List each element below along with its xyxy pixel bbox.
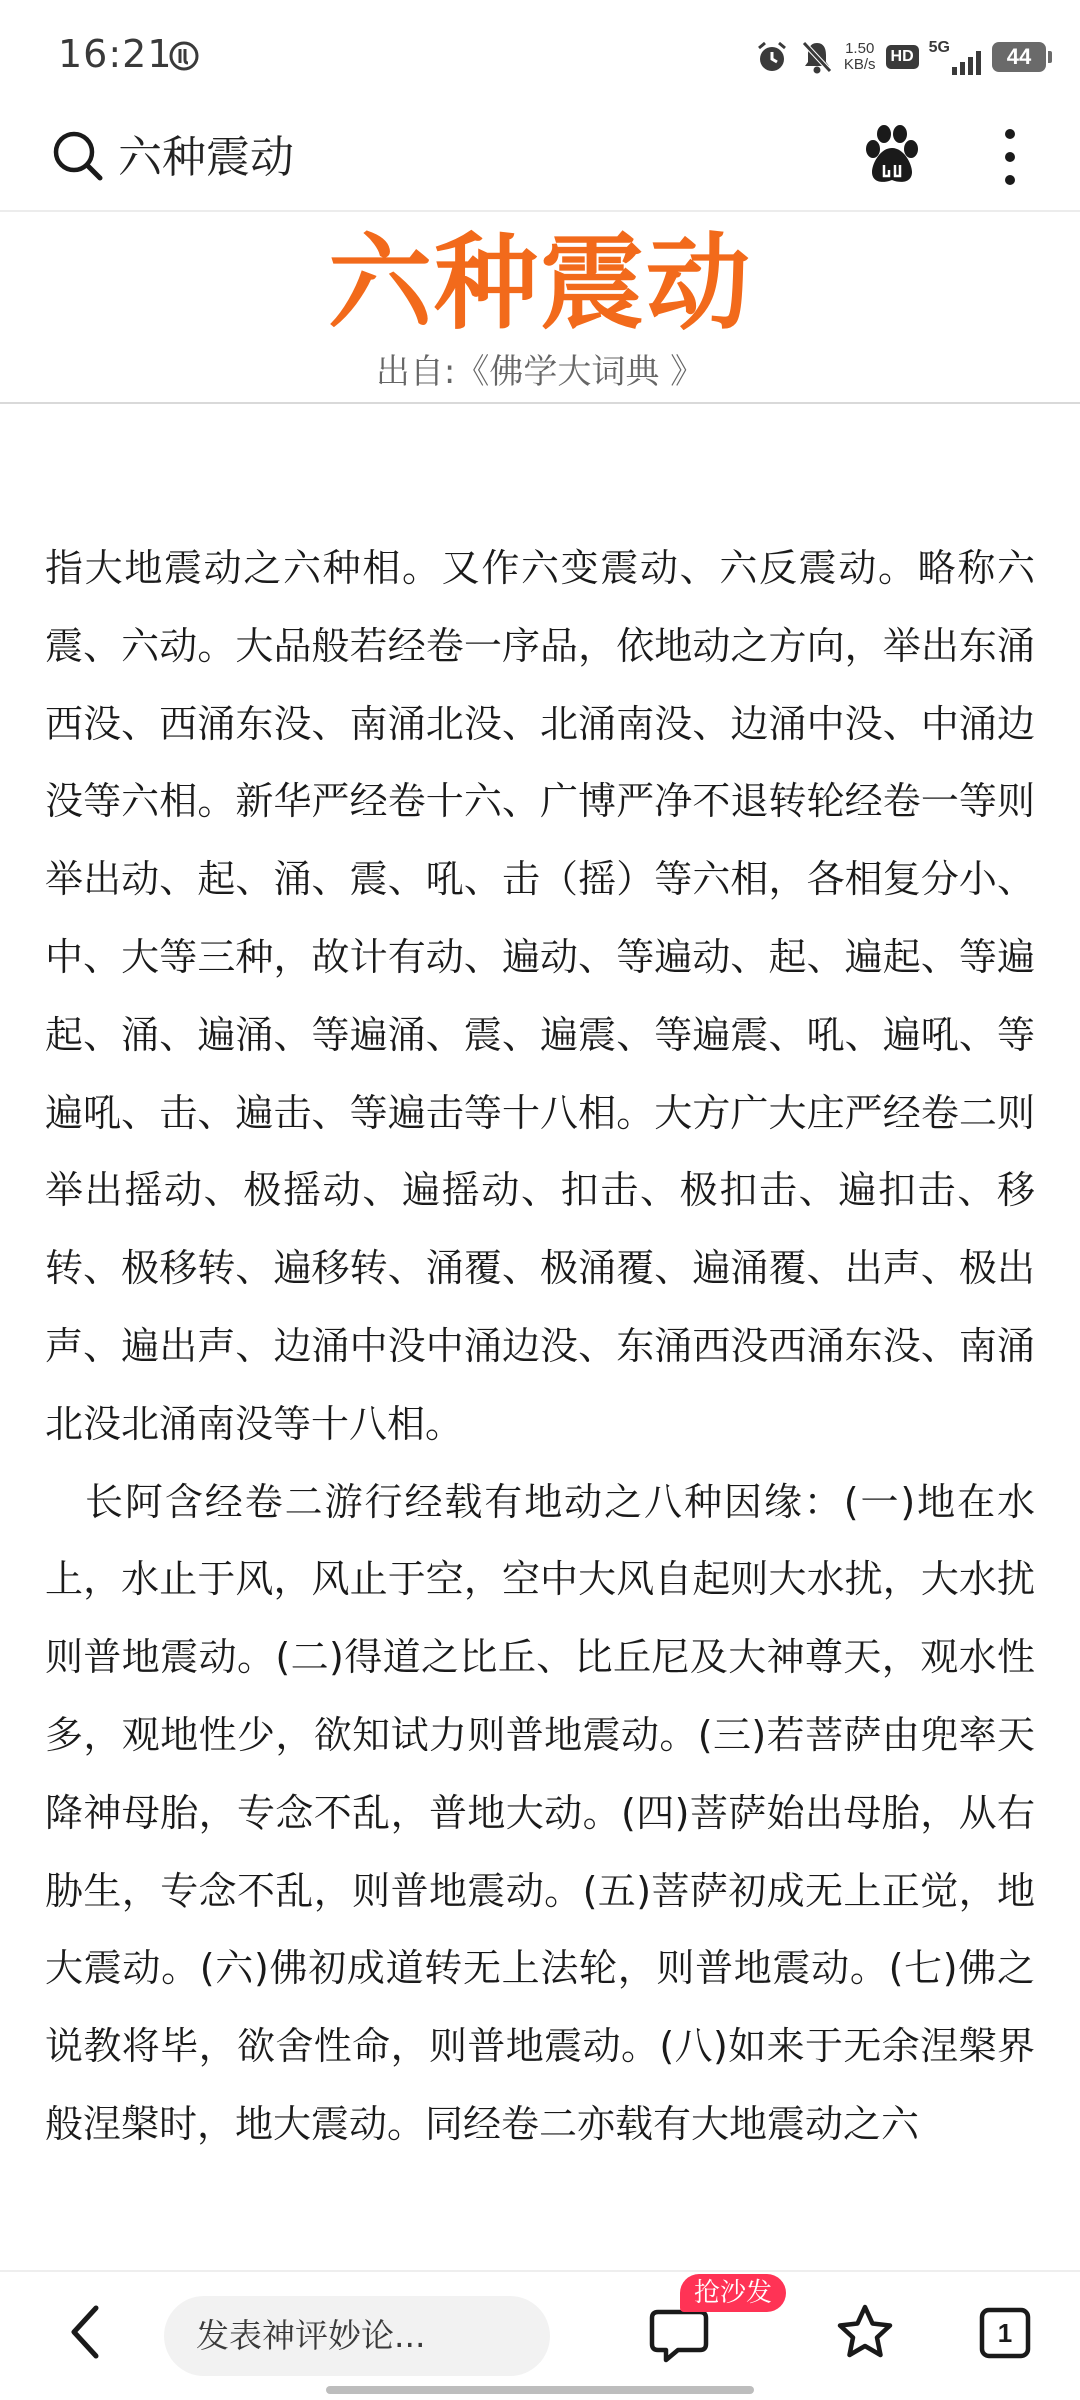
status-right-group: [754, 34, 1046, 80]
network-speed-unit: KB/s: [843, 56, 876, 73]
notification-app-icon: [168, 40, 200, 72]
article-body: [45, 530, 1035, 2270]
status-bar: [0, 0, 1080, 110]
tabs-count[interactable]: 1: [997, 2318, 1013, 2348]
network-speed: [844, 41, 876, 73]
hd-badge: HD: [886, 45, 919, 69]
search-icon[interactable]: [50, 128, 106, 184]
signal-bars-icon: [952, 51, 982, 75]
entry-header: [0, 212, 1080, 404]
network-type-label: 5G: [928, 39, 950, 56]
mute-bell-icon: [800, 39, 834, 75]
back-icon[interactable]: [60, 2302, 110, 2362]
comment-input[interactable]: 发表神评妙论...: [164, 2296, 550, 2376]
search-query-text[interactable]: 六种震动: [118, 132, 294, 183]
battery-level: 44: [1006, 44, 1032, 69]
article-paragraph: 指大地震动之六种相。又作六变震动、六反震动。略称六震、六动。大品般若经卷一序品，依地动之方向，举出东涌西没、西涌东没、南涌北没、北涌南没、边涌中没、中涌边没等六相。新华严经卷十六、广博严净不退转轮经卷一等则举出动、起、涌、震、吼、击（摇）等六相，各相复分小、中、大等三种，故计有动、遍动、等遍动、起、遍起、等遍起、涌、遍涌、等遍涌、震、遍震、等遍震、吼、遍吼、等遍吼、击、遍击、等遍击等十八相。大方广大庄严经卷二则举出摇动、极摇动、遍摇动、扣击、极扣击、遍扣击、移转、极移转、遍移转、涌覆、极涌覆、遍涌覆、出声、极出声、遍出声、边涌中没中涌边没、东涌西没西涌东没、南涌北没北涌南没等十八相。: [45, 546, 1035, 1446]
article-paragraph: 长阿含经卷二游行经载有地动之八种因缘：(一)地在水上，水止于风，风止于空，空中大风自起则大水扰，大水扰则普地震动。(二)得道之比丘、比丘尼及大神尊天，观水性多，观地性少，欲知试力则普地震动。(三)若菩萨由兜率天降神母胎，专念不乱，普地大动。(四)菩萨始出母胎，从右胁生，专念不乱，则普地震动。(五)菩萨初成无上正觉，地大震动。(六)佛初成道转无上法轮，则普地震动。(七)佛之说教将毕，欲舍性命，则普地震动。(八)如来于无余涅槃界般涅槃时，地大震动。同经卷二亦载有大地震动之六: [45, 1479, 1035, 2146]
more-vertical-icon[interactable]: [996, 126, 1024, 188]
bottom-toolbar: [0, 2270, 1080, 2400]
status-time: 16:21: [58, 32, 173, 76]
alarm-icon: [754, 39, 790, 75]
home-indicator[interactable]: [326, 2386, 754, 2394]
entry-source: 出自:《佛学大词典 》: [375, 352, 705, 392]
signal-indicator: [929, 39, 982, 75]
comment-icon[interactable]: [648, 2306, 710, 2364]
baidu-paw-icon[interactable]: [862, 124, 922, 186]
page-title: 六种震动: [327, 222, 752, 344]
star-icon[interactable]: [834, 2302, 896, 2364]
battery-icon: [992, 42, 1046, 72]
search-bar: [0, 110, 1080, 212]
network-speed-value: 1.50: [845, 40, 875, 57]
sofa-badge[interactable]: 抢沙发: [680, 2274, 786, 2312]
